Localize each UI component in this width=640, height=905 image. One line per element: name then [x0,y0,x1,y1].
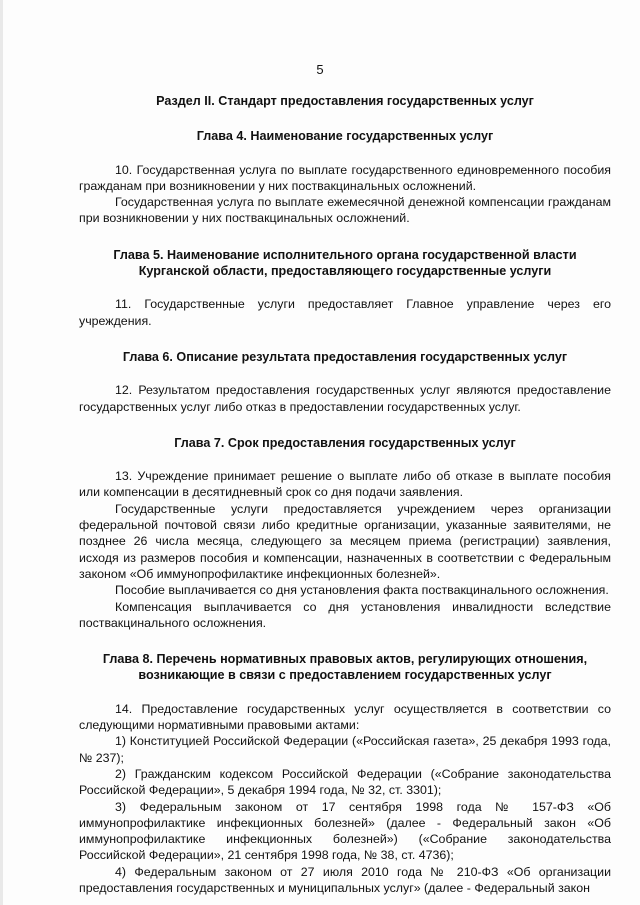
chapter-8-title-line-1: Глава 8. Перечень нормативных правовых актов, регулирующих отношения, [102,652,588,667]
chapter-5-title-line-1: Глава 5. Наименование исполнительного органа государственной власти [113,247,577,262]
chapter-5-title-line-2: Курганской области, предоставляющего государственные услуги [138,264,552,279]
document-body [79,90,611,896]
chapter-6-paragraph-1: 12. Результатом предоставления государственных услуг являются предоставление государственных услуг либо отказ в предоставлении государственных услуг. [79,383,611,414]
chapter-7-paragraph-4: Компенсация выплачивается со дня установления инвалидности вследствие поствакцинального осложнения. [79,599,611,630]
law-list-item-3: 3) Федеральным законом от 17 сентября 1998 года № 157-ФЗ «Об иммунопрофилактике инфекционных болезней» (далее - Федеральный закон «Об иммунопрофилактике инфекционных болезней») («Собрание законодательства Российской Федерации», 21 сентября 1998 года, № 38, ст. 4736); [79,799,611,863]
chapter-7-paragraph-1: 13. Учреждение принимает решение о выплате либо об отказе в выплате пособия или компенсации в десятидневный срок со дня подачи заявления. [79,469,611,500]
chapter-7-paragraph-2: Государственные услуги предоставляется учреждением через организации федеральной почтовой связи либо кредитные организации, указанные заявителями, не позднее 26 числа месяца, следующего за месяцем приема (регистрации) заявления, исходя из размеров пособия и компенсации, назначенных в соответствии с Федеральным законом «Об иммунопрофилактике инфекционных болезней». [79,501,611,581]
chapter-8-title-line-2: возникающие в связи с предоставлением государственных услуг [138,668,552,683]
chapter-5-paragraph-1: 11. Государственные услуги предоставляет Главное управление через его учреждения. [79,297,611,328]
page-number: 5 [316,62,324,77]
chapter-4-title: Глава 4. Наименование государственных услуг [196,129,494,144]
law-list-item-2: 2) Гражданским кодексом Российской Федерации («Собрание законодательства Российской Федерации», 5 декабря 1994 года, № 32, ст. 3301); [79,766,611,798]
chapter-4-paragraph-1: 10. Государственная услуга по выплате государственного единовременного пособия гражданам при возникновении у них поствакцинальных осложнений. [79,162,611,193]
chapter-7-title: Глава 7. Срок предоставления государственных услуг [174,435,516,450]
chapter-8-paragraph-1: 14. Предоставление государственных услуг осуществляется в соответствии со следующими нормативными правовыми актами: [79,701,611,733]
section-title: Раздел II. Стандарт предоставления государственных услуг [156,94,534,108]
scan-edge [0,0,3,905]
law-list-item-4: 4) Федеральным законом от 27 июля 2010 года № 210-ФЗ «Об организации предоставления государственных и муниципальных услуг» (далее - Федеральный закон [79,864,611,895]
law-list-item-1: 1) Конституцией Российской Федерации («Российская газета», 25 декабря 1993 года, № 237); [79,734,611,765]
chapter-7-paragraph-3: Пособие выплачивается со дня установления факта поствакцинального осложнения. [115,583,609,598]
chapter-4-paragraph-2: Государственная услуга по выплате ежемесячной денежной компенсации гражданам при возникновении у них поствакцинальных осложнений. [79,195,611,226]
chapter-6-title: Глава 6. Описание результата предоставления государственных услуг [122,349,568,364]
